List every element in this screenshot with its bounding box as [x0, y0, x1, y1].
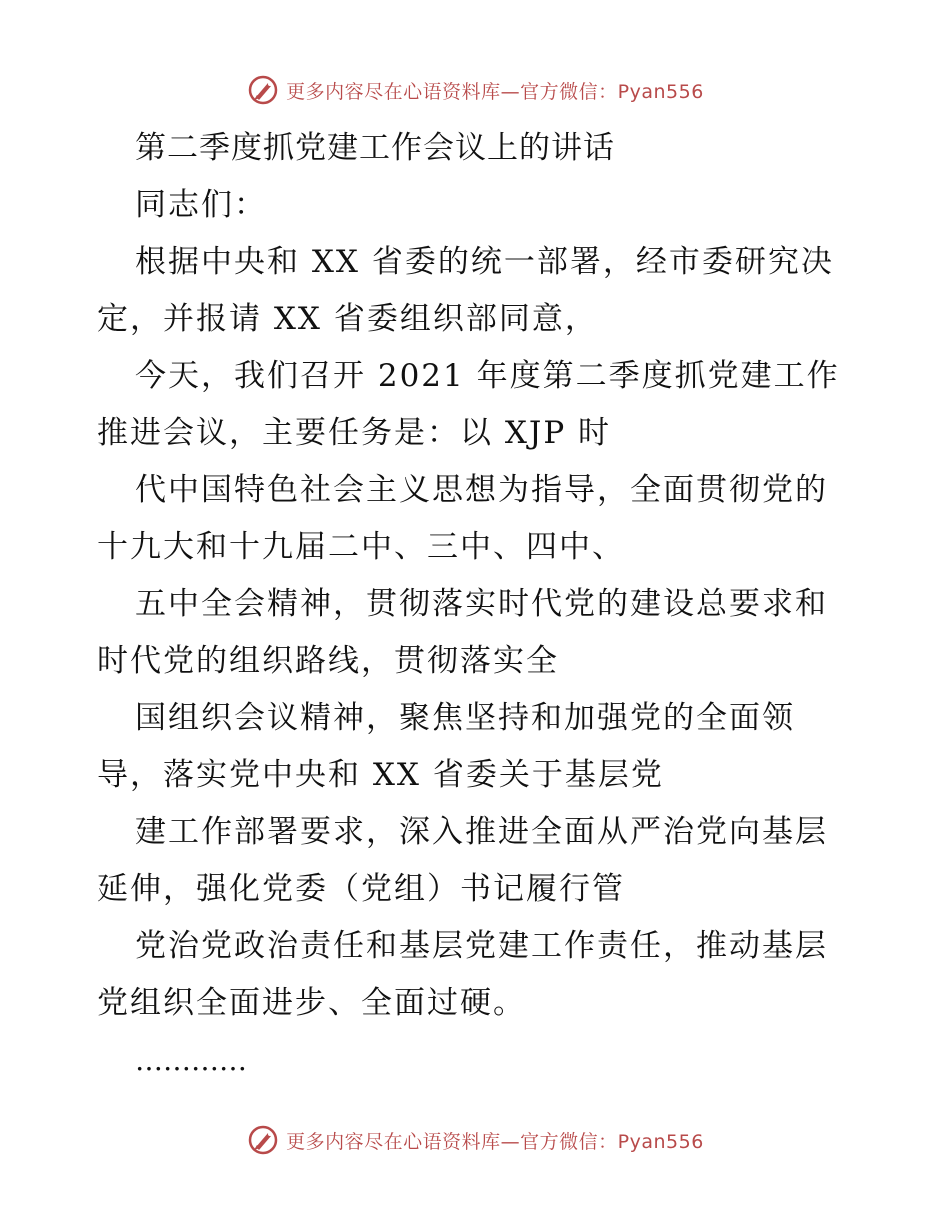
paragraph-line: 十九大和十九届二中、三中、四中、	[97, 529, 625, 565]
pen-logo-icon	[246, 1123, 280, 1157]
paragraph-line: 党治党政治责任和基层党建工作责任，推动基层	[135, 928, 828, 964]
paragraph-line: 五中全会精神，贯彻落实时代党的建设总要求和	[135, 586, 828, 622]
paragraph-line: 建工作部署要求，深入推进全面从严治党向基层	[135, 814, 828, 850]
footer-watermark	[0, 1122, 950, 1158]
greeting: 同志们：	[135, 187, 267, 223]
paragraph-line: 国组织会议精神，聚焦坚持和加强党的全面领	[135, 700, 795, 736]
paragraph-line: 延伸，强化党委（党组）书记履行管	[97, 871, 625, 907]
paragraph-line: 导，落实党中央和 XX 省委关于基层党	[97, 757, 664, 793]
header-watermark	[0, 72, 950, 108]
paragraph-line: 代中国特色社会主义思想为指导，全面贯彻党的	[135, 472, 828, 508]
paragraph-line: 党组织全面进步、全面过硬。	[97, 985, 526, 1021]
paragraph-line: 今天，我们召开 2021 年度第二季度抓党建工作	[135, 358, 840, 394]
pen-logo-icon	[246, 73, 280, 107]
watermark-text: 更多内容尽在心语资料库—官方微信：Pyan556	[286, 80, 704, 103]
paragraph-line: 时代党的组织路线，贯彻落实全	[97, 643, 559, 679]
document-body	[97, 120, 857, 1089]
document-title: 第二季度抓党建工作会议上的讲话	[135, 130, 615, 166]
paragraph-line: 定，并报请 XX 省委组织部同意，	[97, 301, 598, 337]
paragraph-line: 推进会议，主要任务是：以 XJP 时	[97, 415, 612, 451]
watermark-text: 更多内容尽在心语资料库—官方微信：Pyan556	[286, 1130, 704, 1153]
paragraph-line: 根据中央和 XX 省委的统一部署，经市委研究决	[135, 244, 834, 280]
ellipsis: …………	[135, 1044, 247, 1077]
